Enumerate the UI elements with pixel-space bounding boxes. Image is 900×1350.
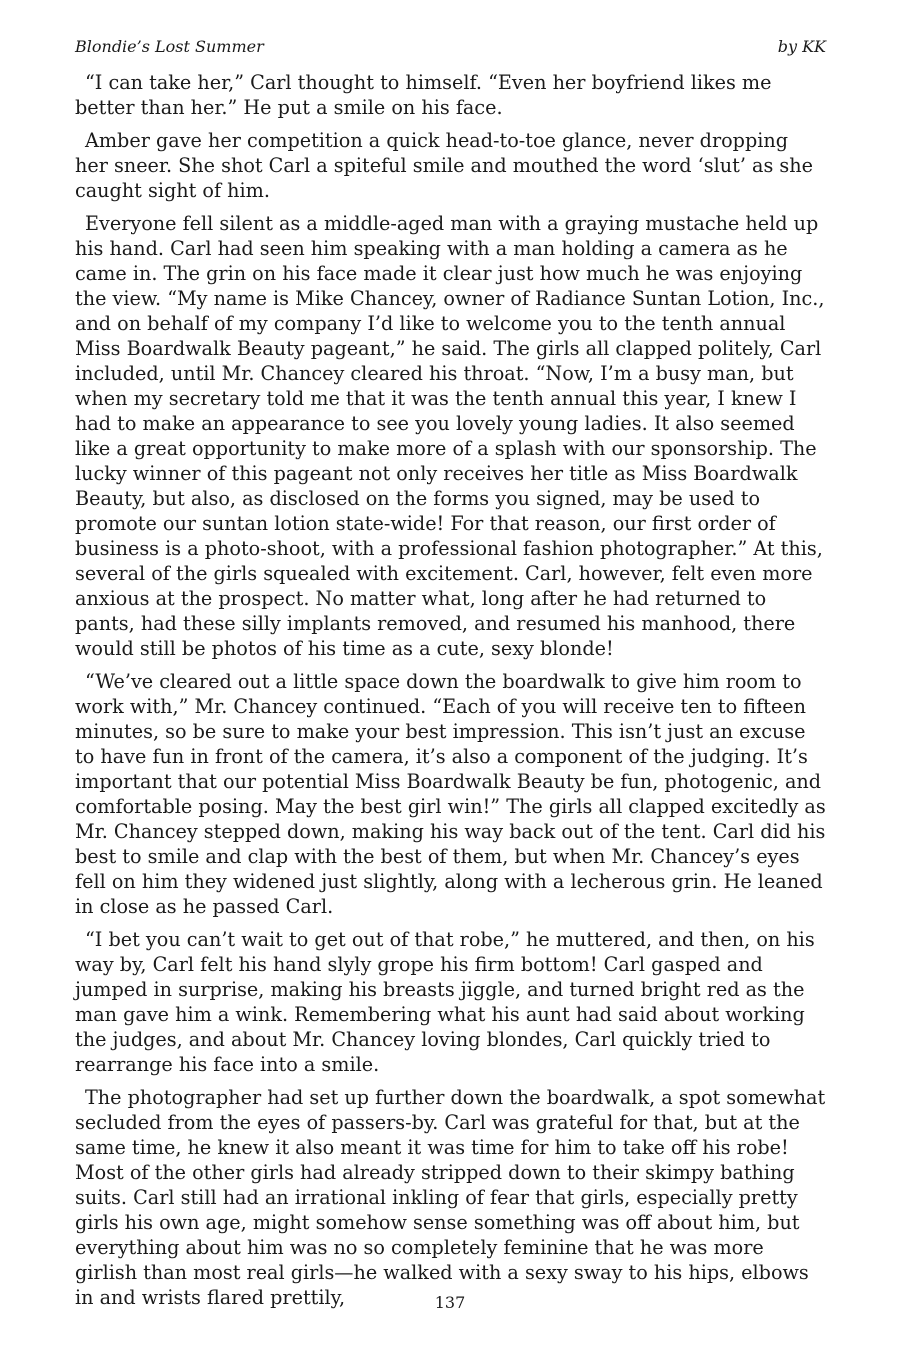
page-number: 137 — [434, 1293, 466, 1312]
author-credit: by KK — [777, 37, 826, 56]
paragraph: Everyone fell silent as a middle-aged man with a graying mustache held up his hand. Carl had seen him speaking with a man holding a camera as he came in. The grin on his face made it clear just how much he was enjoying the view. “My name is Mike Chancey, owner of Radiance Suntan Lotion, Inc., and on behalf of my company I’d like to welcome you to the tenth annual Miss Boardwalk Beauty pageant,” he said. The girls all clapped politely, Carl included, until Mr. Chancey cleared his throat. “Now, I’m a busy man, but when my secretary told me that it was the tenth annual this year, I knew I had to make an appearance to see you lovely young ladies. It also seemed like a great opportunity to make more of a splash with our sponsorship. The lucky winner of this pageant not only receives her title as Miss Boardwalk Beauty, but also, as disclosed on the forms you signed, may be used to promote our suntan lotion state-wide! For that reason, our first order of business is a photo-shoot, with a professional fashion photographer.” At this, several of the girls squealed with excitement. Carl, however, felt even more anxious at the prospect. No matter what, long after he had returned to pants, had these silly implants removed, and resumed his manhood, there would still be photos of his time as a cute, sexy blonde! — [75, 212, 825, 660]
running-header — [75, 36, 826, 58]
paragraph: “I can take her,” Carl thought to himself. “Even her boyfriend likes me better than her.” He put a smile on his face. — [75, 71, 772, 119]
book-title: Blondie’s Lost Summer — [75, 37, 264, 56]
paragraph: “We’ve cleared out a little space down the boardwalk to give him room to work with,” Mr. Chancey continued. “Each of you will receive ten to fifteen minutes, so be sure to make your best impression. This isn’t just an excuse to have fun in front of the camera, it’s also a component of the judging. It’s important that our potential Miss Boardwalk Beauty be fun, photogenic, and comfortable posing. May the best girl win!” The girls all clapped excitedly as Mr. Chancey stepped down, making his way back out of the tent. Carl did his best to smile and clap with the best of them, but when Mr. Chancey’s eyes fell on him they widened just slightly, along with a lecherous grin. He leaned in close as he passed Carl. — [75, 670, 826, 918]
paragraph: “I bet you can’t wait to get out of that robe,” he muttered, and then, on his way by, Carl felt his hand slyly grope his firm bottom! Carl gasped and jumped in surprise, making his breasts jiggle, and turned bright red as the man gave him a wink. Remembering what his aunt had said about working the judges, and about Mr. Chancey loving blondes, Carl quickly tried to rearrange his face into a smile. — [75, 928, 815, 1076]
body-text — [75, 70, 826, 1318]
paragraph: Amber gave her competition a quick head-to-toe glance, never dropping her sneer. She shot Carl a spiteful smile and mouthed the word ‘slut’ as she caught sight of him. — [75, 129, 813, 202]
paragraph: The photographer had set up further down the boardwalk, a spot somewhat secluded from the eyes of passers-by. Carl was grateful for that, but at the same time, he knew it also meant it was time for him to take off his robe! Most of the other girls had already stripped down to their skimpy bathing suits. Carl still had an irrational inkling of fear that girls, especially pretty girls his own age, might somehow sense something was off about him, but everything about him was no so completely feminine that he was more girlish than most real girls—he walked with a sexy sway to his hips, elbows in and wrists flared prettily, — [75, 1086, 826, 1309]
